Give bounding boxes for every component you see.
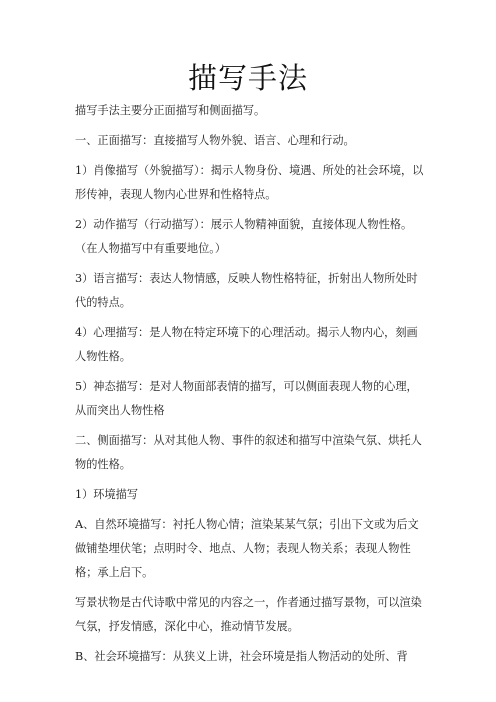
paragraph: 描写手法主要分正面描写和侧面描写。 (75, 104, 266, 117)
paragraph: 4）心理描写：是人物在特定环境下的心理活动。揭示人物内心，刻画人物性格。 (75, 326, 418, 363)
paragraph: 1）环境描写 (75, 488, 139, 501)
paragraph: 二、侧面描写：从对其他人物、事件的叙述和描写中渲染气氛、烘托人物的性格。 (75, 434, 422, 471)
document-title: 描写手法 (187, 61, 308, 95)
paragraph: 1）肖像描写（外貌描写）：揭示人物身份、境遇、所处的社会环境，以形传神，表现人物内心世界和性格特点。 (75, 164, 424, 201)
paragraph: A、自然环境描写：衬托人物心情；渲染某某气氛；引出下文或为后文做铺垫埋伏笔；点明时令、地点、人物；表现人物关系；表现人物性格；承上启下。 (75, 518, 419, 579)
paragraph: 2）动作描写（行动描写）：展示人物精神面貌，直接体现人物性格。（在人物描写中有重要地位。） (75, 218, 413, 255)
paragraph: 一、正面描写：直接描写人物外貌、语言、心理和行动。 (75, 134, 355, 147)
paragraph: B、社会环境描写：从狭义上讲，社会环境是指人物活动的处所、背 (75, 650, 408, 663)
paragraph: 5）神态描写：是对人物面部表情的描写，可以侧面表现人物的心理，从而突出人物性格 (75, 380, 418, 417)
document-body (75, 99, 426, 675)
paragraph: 写景状物是古代诗歌中常见的内容之一，作者通过描写景物，可以渲染气氛，抒发情感，深化中心，推动情节发展。 (75, 596, 422, 633)
paragraph: 3）语言描写：表达人物情感，反映人物性格特征，折射出人物所处时代的特点。 (75, 272, 418, 309)
